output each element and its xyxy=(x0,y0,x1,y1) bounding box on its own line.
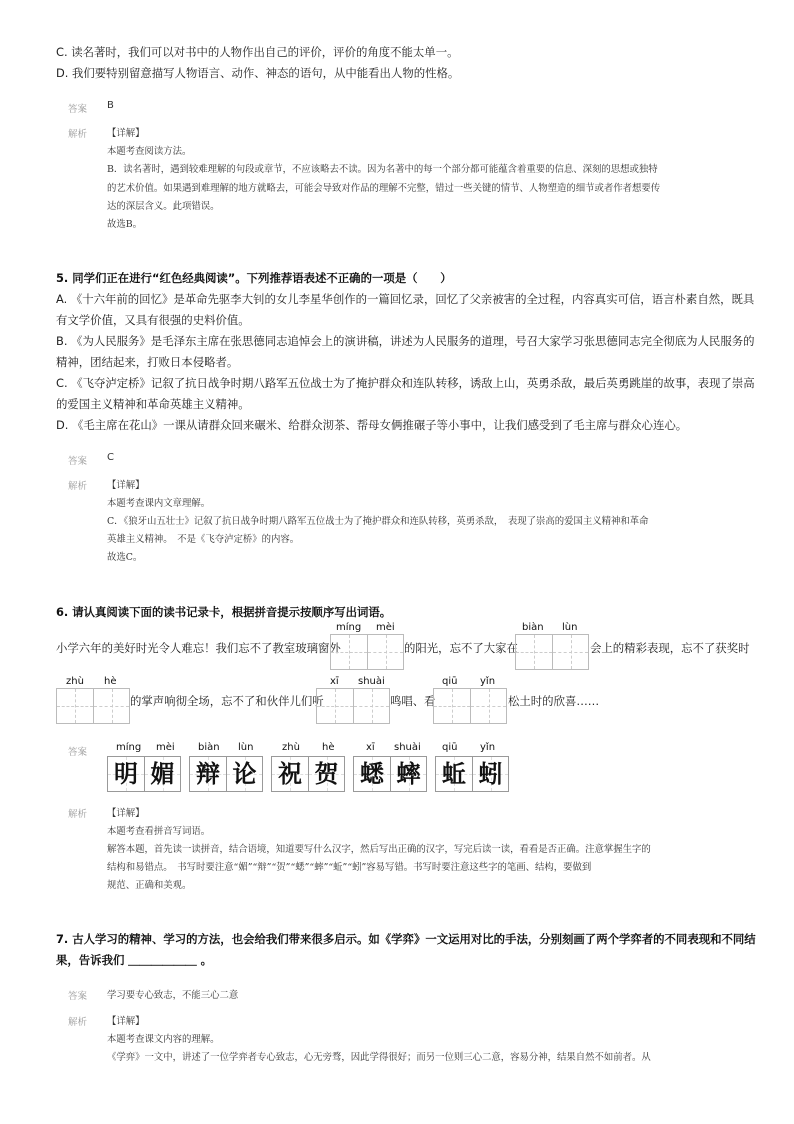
q6-exp-line: 结构和易错点。 书写时要注意“媚”“辩”“贺”“蟋”“蟀”“蚯”“蚓”容易写错。书写时要注意这些字的笔画、结构，要做到 xyxy=(107,862,592,873)
q6-exp-line: 【详解】 xyxy=(107,808,145,819)
analysis-label: 解析 xyxy=(68,481,88,492)
q4-exp-line: 故选B。 xyxy=(107,219,143,230)
pinyin-he: hè xyxy=(104,676,117,687)
q6-line2-part3: 松土时的欣喜…… xyxy=(508,694,600,708)
q5-option-line: 的爱国主义精神和革命英雄主义精神。 xyxy=(56,397,250,411)
pinyin-ming: míng xyxy=(336,622,362,633)
q5-exp-line: 【详解】 xyxy=(107,480,145,491)
q7-stem-line2: 果，告诉我们 ＿＿＿＿＿＿ 。 xyxy=(56,953,213,967)
q7-stem-line1: 7. 古人学习的精神、学习的方法，也会给我们带来很多启示。如《学弈》一文运用对比的手法，分别刻画了两个学弈者的不同表现和不同结 xyxy=(56,932,756,946)
answer-box-mingmei xyxy=(107,756,181,792)
q6-exp-line: 规范、正确和美观。 xyxy=(107,880,192,891)
answer-label: 答案 xyxy=(68,456,88,467)
pinyin-zhu: zhù xyxy=(66,676,84,687)
answer-pinyin: zhù xyxy=(282,742,300,753)
answer-pinyin: yǐn xyxy=(480,742,496,753)
pinyin-mei: mèi xyxy=(376,622,395,633)
q5-option-line: C. 《飞夺泸定桥》记叙了抗日战争时期八路军五位战士为了掩护群众和连队转移，诱敌上山，英勇杀敌，最后英勇跳崖的故事，表现了崇高 xyxy=(56,376,755,390)
answer-label: 答案 xyxy=(68,991,88,1002)
q5-exp-line: C．《狼牙山五壮士》记叙了抗日战争时期八路军五位战士为了掩护群众和连队转移，英勇杀敌， 表现了崇高的爱国主义精神和革命 xyxy=(107,516,649,527)
q4-exp-line: 【详解】 xyxy=(107,128,145,139)
q5-option-line: B. 《为人民服务》是毛泽东主席在张思德同志追悼会上的演讲稿，讲述为人民服务的道理，号召大家学习张思德同志完全彻底为人民服务的 xyxy=(56,334,755,348)
pinyin-shuai: shuài xyxy=(358,676,385,687)
q5-option-line: 精神，团结起来，打败日本侵略者。 xyxy=(56,355,239,369)
q6-exp-line: 本题考查看拼音写词语。 xyxy=(107,826,211,837)
answer-box-xishuai xyxy=(353,756,427,792)
q6-line1-part1: 小学六年的美好时光令人难忘！我们忘不了教室玻璃窗外 xyxy=(56,641,341,655)
q5-answer: C xyxy=(107,452,114,463)
answer-pinyin: lùn xyxy=(238,742,254,753)
q6-line2-part1: 的掌声响彻全场，忘不了和伙伴儿们听 xyxy=(130,694,324,708)
q4-exp-line: 达的深层含义。此项错误。 xyxy=(107,201,220,212)
blank-ming-mei[interactable] xyxy=(330,634,404,670)
q4-exp-line: B．读名著时，遇到较难理解的句段或章节，不应该略去不读。因为名著中的每一个部分都可能蕴含着重要的信息、深刻的思想或独特 xyxy=(107,164,658,175)
answer-box-bianlun xyxy=(189,756,263,792)
answer-pinyin: qiū xyxy=(442,742,458,753)
analysis-label: 解析 xyxy=(68,1017,88,1028)
answer-pinyin: mèi xyxy=(156,742,175,753)
q6-stem: 6. 请认真阅读下面的读书记录卡，根据拼音提示按顺序写出词语。 xyxy=(56,605,392,619)
q5-exp-line: 英雄主义精神。 不是《飞夺泸定桥》的内容。 xyxy=(107,534,300,545)
q5-option-line: D. 《毛主席在花山》一课从请群众回来碾米、给群众沏茶、帮母女俩推碾子等小事中，让我们感受到了毛主席与群众心连心。 xyxy=(56,418,688,432)
q4-answer: B xyxy=(107,100,114,111)
q7-exp-line: 【详解】 xyxy=(107,1016,145,1027)
answer-box-zhuhe xyxy=(271,756,345,792)
q7-exp-line: 《学弈》一文中，讲述了一位学弈者专心致志，心无旁骛，因此学得很好；而另一位则三心二意，容易分神，结果自然不如前者。从 xyxy=(107,1052,651,1063)
q5-exp-line: 本题考查课内文章理解。 xyxy=(107,498,211,509)
pinyin-yin: yǐn xyxy=(480,676,496,687)
answer-char: 祝 xyxy=(278,759,302,788)
q7-exp-line: 本题考查课文内容的理解。 xyxy=(107,1034,220,1045)
q5-stem: 5. 同学们正在进行“红色经典阅读”。下列推荐语表述不正确的一项是（ ） xyxy=(56,271,452,285)
pinyin-bian: biàn xyxy=(522,622,544,633)
option-c: C. 读名著时，我们可以对书中的人物作出自己的评价，评价的角度不能太单一。 xyxy=(56,45,459,59)
answer-pinyin: shuài xyxy=(394,742,421,753)
analysis-label: 解析 xyxy=(68,809,88,820)
answer-pinyin: hè xyxy=(322,742,335,753)
analysis-label: 解析 xyxy=(68,129,88,140)
answer-char: 媚 xyxy=(150,759,175,788)
pinyin-xi: xī xyxy=(330,676,339,687)
answer-label: 答案 xyxy=(68,104,88,115)
pinyin-qiu: qiū xyxy=(442,676,458,687)
q6-line1-part2: 的阳光，忘不了大家在 xyxy=(404,641,518,655)
answer-char: 贺 xyxy=(314,759,339,788)
q6-exp-line: 解答本题，首先读一读拼音，结合语境，知道要写什么汉字，然后写出正确的汉字，写完后读一读，看看是否正确。注意掌握生字的 xyxy=(107,844,651,855)
answer-char: 蟋 xyxy=(360,759,384,788)
pinyin-lun: lùn xyxy=(562,622,578,633)
answer-pinyin: xī xyxy=(366,742,375,753)
blank-qiu-yin[interactable] xyxy=(433,688,507,724)
q6-line1-part3: 会上的精彩表现，忘不了获奖时 xyxy=(590,641,750,655)
blank-bian-lun[interactable] xyxy=(515,634,589,670)
q7-answer: 学习要专心致志，不能三心二意 xyxy=(107,990,239,1001)
blank-zhu-he[interactable] xyxy=(56,688,130,724)
q5-option-line: 有文学价值，又具有很强的史料价值。 xyxy=(56,313,250,327)
answer-pinyin: biàn xyxy=(198,742,220,753)
q6-line2-part2: 鸣唱、看 xyxy=(390,694,436,708)
q4-exp-line: 的艺术价值。如果遇到难理解的地方就略去，可能会导致对作品的理解不完整，错过一些关键的情节、人物塑造的细节或者作者想要传 xyxy=(107,183,661,194)
answer-char: 蚓 xyxy=(478,759,503,788)
answer-label: 答案 xyxy=(68,747,88,758)
blank-xi-shuai[interactable] xyxy=(316,688,390,724)
answer-char: 论 xyxy=(232,759,257,788)
q5-exp-line: 故选C。 xyxy=(107,552,143,563)
answer-box-qiuyin xyxy=(435,756,509,792)
q4-exp-line: 本题考查阅读方法。 xyxy=(107,146,192,157)
answer-char: 蚯 xyxy=(442,759,466,788)
q5-option-line: A. 《十六年前的回忆》是革命先驱李大钊的女儿李星华创作的一篇回忆录，回忆了父亲被害的全过程，内容真实可信，语言朴素自然，既具 xyxy=(56,292,755,306)
option-d: D. 我们要特别留意描写人物语言、动作、神态的语句，从中能看出人物的性格。 xyxy=(56,66,460,80)
answer-pinyin: míng xyxy=(116,742,142,753)
answer-char: 辩 xyxy=(196,759,220,788)
answer-char: 蟀 xyxy=(396,759,421,788)
answer-char: 明 xyxy=(114,759,138,788)
